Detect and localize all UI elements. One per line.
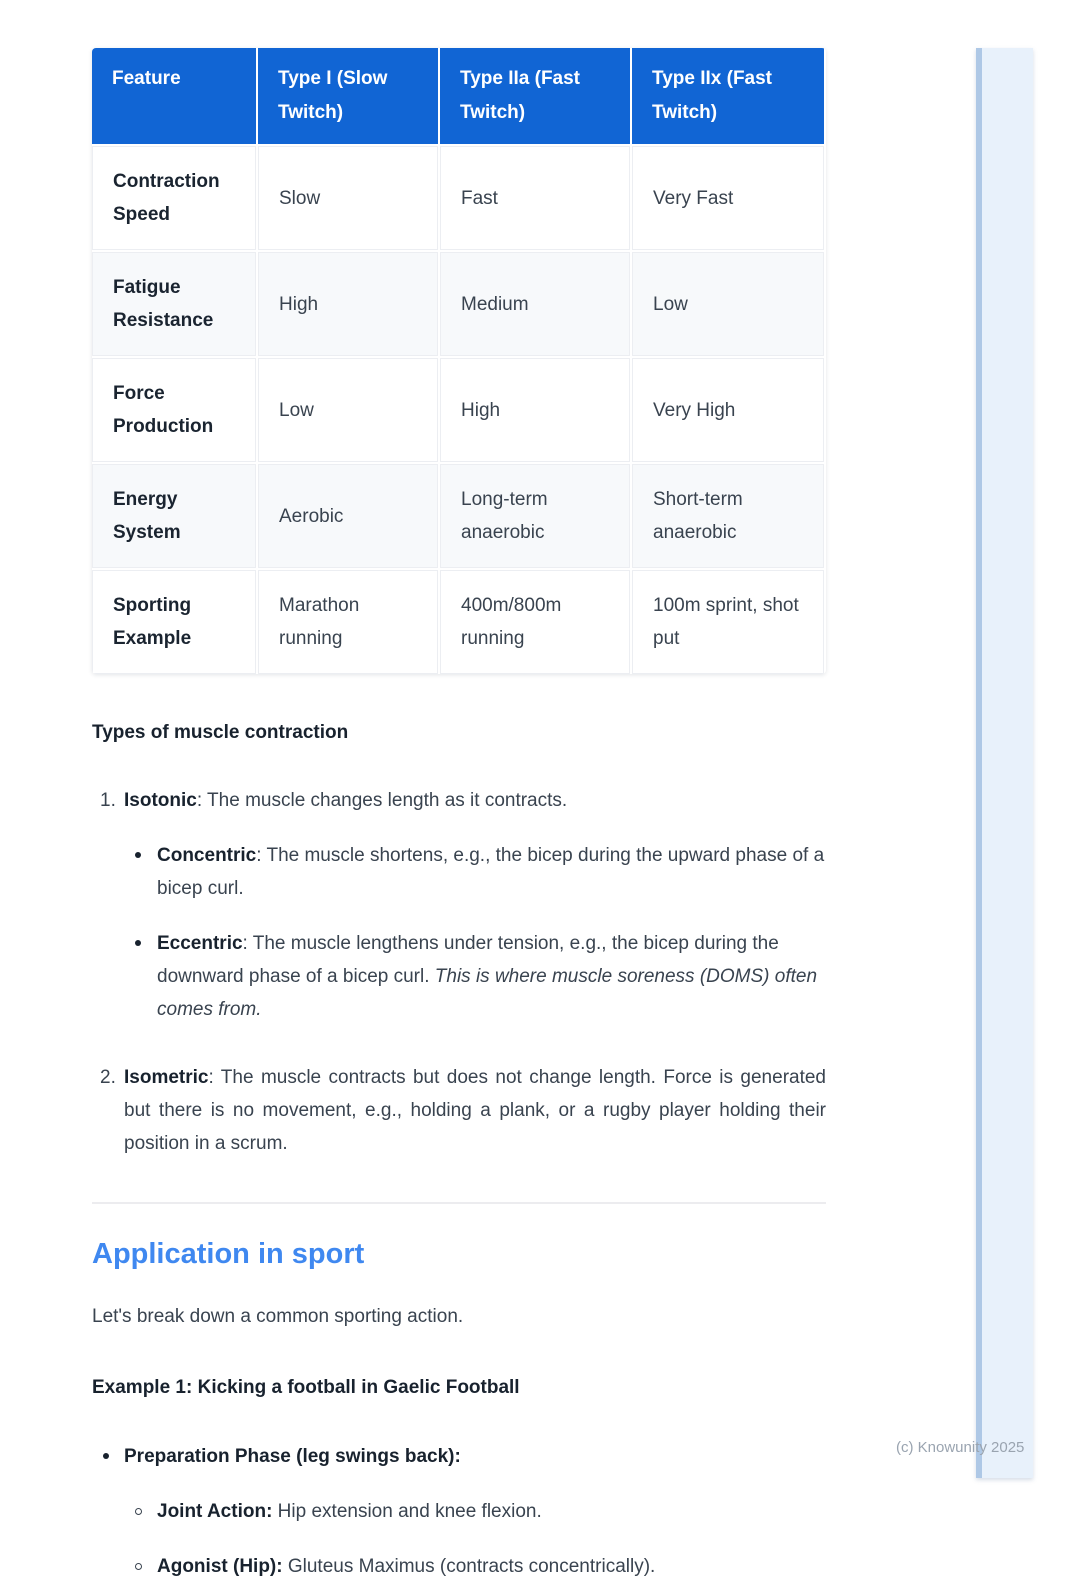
circle-bullet-icon: [135, 1550, 157, 1583]
concentric-text: : The muscle shortens, e.g., the bicep during the upward phase of a bicep curl.: [157, 845, 825, 899]
isotonic-sub-list: [92, 839, 826, 1026]
table-cell: High: [440, 358, 630, 462]
bullet-icon: [135, 839, 157, 905]
joint-action-label: Joint Action:: [157, 1501, 273, 1522]
list-item-text: [124, 1061, 826, 1160]
table-header-type1: Type I (Slow Twitch): [258, 48, 438, 144]
bullet-icon: [103, 1440, 124, 1473]
list-item-text: [157, 927, 826, 1026]
table-cell: 400m/800m running: [440, 570, 630, 674]
example-heading: Example 1: Kicking a football in Gaelic Football: [92, 1377, 520, 1398]
bullet-icon: [135, 927, 157, 1026]
list-item-text: [124, 784, 826, 817]
table-cell: Low: [258, 358, 438, 462]
isometric-text: : The muscle contracts but does not change length. Force is generated but there is no movement, e.g., holding a plank, or a rugby player holding their position in a scrum.: [124, 1067, 826, 1154]
table-cell: High: [258, 252, 438, 356]
table-cell: Medium: [440, 252, 630, 356]
table-cell: Fast: [440, 146, 630, 250]
list-item-joint-action: [92, 1495, 826, 1528]
joint-action-text: Hip extension and knee flexion.: [272, 1501, 542, 1522]
watermark-text: (c) Knowunity 2025: [896, 1439, 1025, 1456]
list-item-text: [157, 839, 826, 905]
section-divider: [92, 1202, 826, 1204]
table-cell: Aerobic: [258, 464, 438, 568]
concentric-label: Concentric: [157, 845, 257, 866]
list-item-isometric: [92, 1061, 826, 1160]
isometric-label: Isometric: [124, 1067, 209, 1088]
table-row-feature: Fatigue Resistance: [92, 252, 256, 356]
eccentric-label: Eccentric: [157, 933, 243, 954]
preparation-sub-list: [92, 1495, 826, 1583]
eccentric-italic-note: This is where muscle soreness (DOMS) often comes from.: [157, 966, 818, 1020]
table-header-type2x: Type IIx (Fast Twitch): [632, 48, 824, 144]
list-item-preparation-phase: [92, 1440, 826, 1473]
list-item-eccentric: [92, 927, 826, 1026]
agonist-label: Agonist (Hip):: [157, 1556, 283, 1577]
list-item-concentric: [92, 839, 826, 905]
table-cell: Short-term anaerobic: [632, 464, 824, 568]
table-cell: Low: [632, 252, 824, 356]
preparation-phase-label: Preparation Phase (leg swings back):: [124, 1446, 461, 1467]
isotonic-text: : The muscle changes length as it contracts.: [196, 790, 568, 811]
agonist-text: Gluteus Maximus (contracts concentrically).: [282, 1556, 656, 1577]
list-item-agonist: [92, 1550, 826, 1583]
page-content: [92, 48, 826, 1583]
application-section-heading: Application in sport: [92, 1238, 365, 1270]
contraction-section-heading: Types of muscle contraction: [92, 722, 349, 743]
list-item-isotonic: [92, 784, 826, 817]
table-cell: Long-term anaerobic: [440, 464, 630, 568]
table-cell: Slow: [258, 146, 438, 250]
page-edge-strip: [976, 48, 1033, 1478]
table-row-feature: Force Production: [92, 358, 256, 462]
muscle-fiber-table: [92, 48, 826, 674]
table-header-feature: Feature: [92, 48, 256, 144]
table-header-type2a: Type IIa (Fast Twitch): [440, 48, 630, 144]
table-row-feature: Energy System: [92, 464, 256, 568]
circle-bullet-icon: [135, 1495, 157, 1528]
table-cell: Marathon running: [258, 570, 438, 674]
list-number: 1.: [100, 790, 116, 811]
list-number: 2.: [100, 1067, 116, 1088]
list-item-text: [157, 1550, 826, 1583]
table-cell: Very Fast: [632, 146, 824, 250]
isotonic-label: Isotonic: [124, 790, 197, 811]
table-cell: 100m sprint, shot put: [632, 570, 824, 674]
table-row-feature: Sporting Example: [92, 570, 256, 674]
table-cell: Very High: [632, 358, 824, 462]
table-row-feature: Contraction Speed: [92, 146, 256, 250]
application-intro: Let's break down a common sporting action.: [92, 1306, 464, 1327]
list-item-text: [157, 1495, 826, 1528]
eccentric-text: : The muscle lengthens under tension, e.g., the bicep during the downward phase of a bicep curl.: [157, 933, 779, 987]
